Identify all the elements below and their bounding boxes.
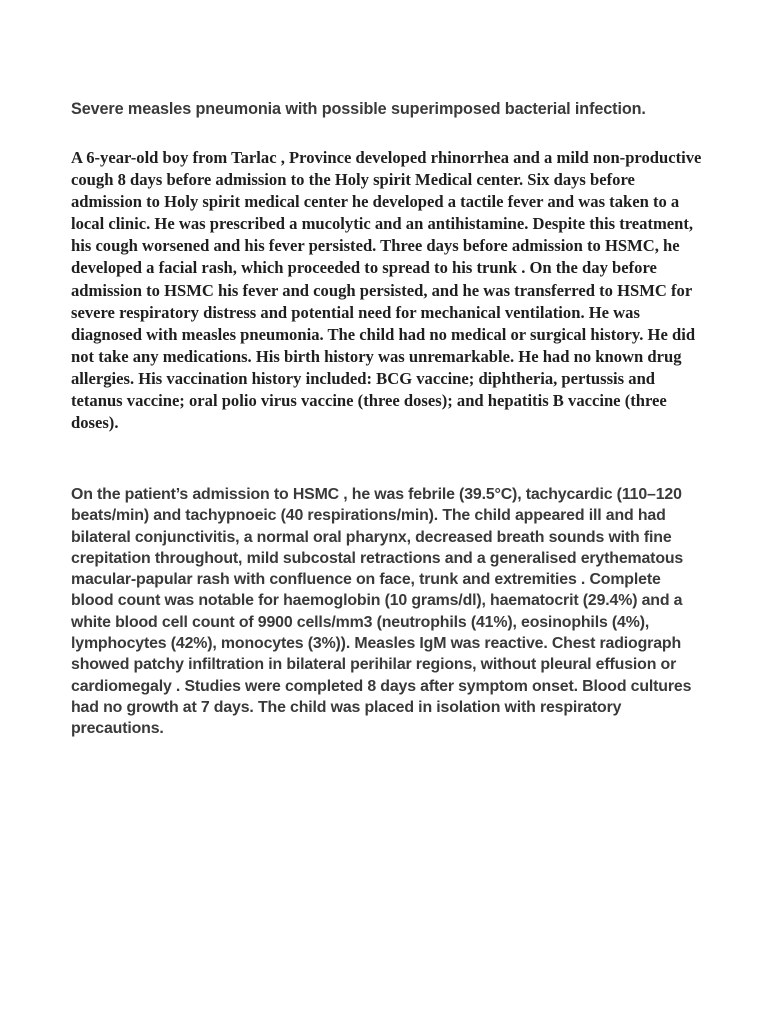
document-title: Severe measles pneumonia with possible superimposed bacterial infection. bbox=[71, 100, 646, 118]
admission-findings-paragraph: On the patient’s admission to HSMC , he was febrile (39.5°C), tachycardic (110–120 beats/min) and tachypnoeic (40 respirations/min). The child appeared ill and had bilateral conjunctivitis, a normal oral pharynx, decreased breath sounds with fine crepitation throughout, mild subcostal retractions and a generalised erythematous macular-papular rash with confluence on face, trunk and extremities . Complete blood count was notable for haemoglobin (10 grams/dl), haematocrit (29.4%) and a white blood cell count of 9900 cells/mm3 (neutrophils (41%), eosinophils (4%), lymphocytes (42%), monocytes (3%)). Measles IgM was reactive. Chest radiograph showed patchy infiltration in bilateral perihilar regions, without pleural effusion or cardiomegaly . Studies were completed 8 days after symptom onset. Blood cultures had no growth at 7 days. The child was placed in isolation with respiratory precautions. bbox=[71, 486, 692, 738]
case-history-paragraph: A 6-year-old boy from Tarlac , Province developed rhinorrhea and a mild non-productive cough 8 days before admission to the Holy spirit Medical center. Six days before admission to Holy spirit medical center he developed a tactile fever and was taken to a local clinic. He was prescribed a mucolytic and an antihistamine. Despite this treatment, his cough worsened and his fever persisted. Three days before admission to HSMC, he developed a facial rash, which proceeded to spread to his trunk . On the day before admission to HSMC his fever and cough persisted, and he was transferred to HSMC for severe respiratory distress and potential need for mechanical ventilation. He was diagnosed with measles pneumonia. The child had no medical or surgical history. He did not take any medications. His birth history was unremarkable. He had no known drug allergies. His vaccination history included: BCG vaccine; diphtheria, pertussis and tetanus vaccine; oral polio virus vaccine (three doses); and hepatitis B vaccine (three doses). bbox=[71, 148, 702, 433]
